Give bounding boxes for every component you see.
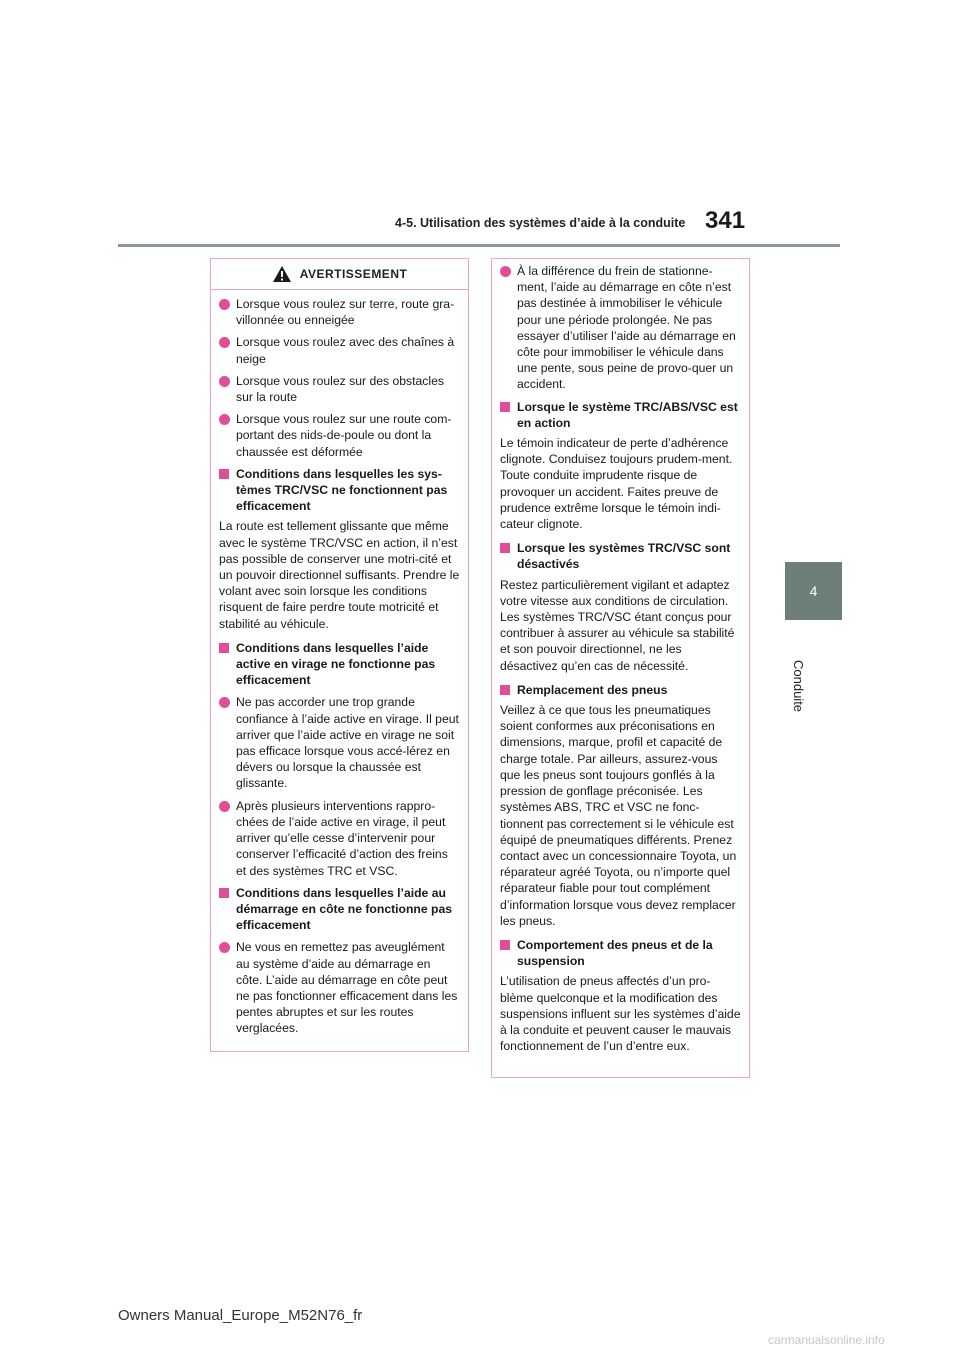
- subheading: [500, 399, 741, 431]
- paragraph: Veillez à ce que tous les pneumatiques soient conformes aux préconisations en dimensions, marque, profil et capacité de charge totale. Par ailleurs, assurez-vous que les pneus sont toujours gonflés à la pression de gonflage préconisée. Les systèmes ABS, TRC et VSC ne fonc-tionnent pas correctement si le véhicule est équipé de pneumatiques différents. Prenez contact avec un concessionnaire Toyota, un réparateur agréé Toyota, ou n’importe quel réparateur fiable pour tout complément d’information lorsque vous devez remplacer les pneus.: [500, 703, 737, 928]
- round-bullet-icon: [219, 337, 230, 348]
- list-item: [219, 411, 460, 460]
- round-bullet-icon: [219, 376, 230, 387]
- list-item: [219, 373, 460, 405]
- section-title: 4-5. Utilisation des systèmes d’aide à la conduite: [395, 216, 686, 230]
- paragraph: Restez particulièrement vigilant et adaptez votre vitesse aux conditions de circulation. Les systèmes TRC/VSC étant conçus pour contribuer à assurer au véhicule sa stabilité et son pouvoir directionnel, ne les désactivez qu’en cas de nécessité.: [500, 577, 735, 673]
- square-bullet-icon: [219, 643, 229, 653]
- header-divider: [118, 244, 840, 247]
- subheading: [500, 937, 741, 969]
- list-item: [219, 939, 460, 1036]
- paragraph: L’utilisation de pneus affectés d’un pro-blème quelconque et la modification des suspensions influent sur les systèmes d’aide à la conduite et peuvent causer le mauvais fonctionnement de l’un d’entre eux.: [500, 974, 741, 1054]
- list-item-text: À la différence du frein de stationne-ment, l’aide au démarrage en côte n’est pas destinée à immobiliser le véhicule pour une période prolongée. Ne pas essayer d’utiliser l’aide au démarrage en côte pour immobiliser le véhicule dans une pente, sous peine de provo-quer un accident.: [517, 264, 736, 392]
- list-item-text: Ne pas accorder une trop grande confiance à l’aide active en virage. Il peut arriver que l’aide active en virage ne soit pas efficace lorsque vous accé-lérez en dévers ou lorsque la chaussée est glissante.: [236, 695, 459, 791]
- list-item: [219, 296, 460, 328]
- subheading-text: Lorsque les systèmes TRC/VSC sont désactivés: [517, 541, 731, 572]
- list-item-text: Ne vous en remettez pas aveuglément au système d’aide au démarrage en côte. L’aide au démarrage en côte peut ne pas fonctionner efficacement dans les pentes abruptes et sur les routes verglacées.: [236, 940, 458, 1036]
- subheading-text: Conditions dans lesquelles les sys-tèmes TRC/VSC ne fonctionnent pas efficacement: [236, 466, 448, 514]
- round-bullet-icon: [219, 697, 230, 708]
- list-item: [219, 798, 460, 879]
- round-bullet-icon: [219, 414, 230, 425]
- round-bullet-icon: [219, 299, 230, 310]
- list-item-text: Après plusieurs interventions rappro-chées de l’aide active en virage, il peut arriver qu’elle cesse d’intervenir pour conserver l’efficacité d’action des freins et des systèmes TRC et VSC.: [236, 798, 448, 878]
- square-bullet-icon: [500, 543, 510, 553]
- list-item: [500, 263, 741, 393]
- list-item: [219, 694, 460, 791]
- paragraph: La route est tellement glissante que même avec le système TRC/VSC en action, il n’est pas possible de conserver une motri-cité et un pouvoir directionnel suffisants. Prendre le volant avec soin lorsque les conditions risquent de faire perdre toute motricité et stabilité au véhicule.: [219, 519, 460, 631]
- list-item-text: Lorsque vous roulez sur terre, route gra-villonnée ou enneigée: [236, 297, 455, 328]
- list-item-text: Lorsque vous roulez avec des chaînes à neige: [236, 335, 455, 366]
- warning-box: [210, 258, 469, 1052]
- square-bullet-icon: [500, 940, 510, 950]
- chapter-label: Conduite: [791, 660, 806, 713]
- info-content: [492, 259, 749, 1054]
- page-number: 341: [705, 207, 746, 234]
- square-bullet-icon: [219, 469, 229, 479]
- warning-title: AVERTISSEMENT: [299, 267, 408, 281]
- round-bullet-icon: [500, 266, 511, 277]
- list-item: [219, 334, 460, 366]
- paragraph: Le témoin indicateur de perte d’adhérence clignote. Conduisez toujours prudem-ment. Toute conduite imprudente risque de provoquer un accident. Faites preuve de prudence extrême lorsque le témoin indi-cateur clignote.: [500, 436, 733, 532]
- subheading: [500, 540, 741, 572]
- subheading: [219, 466, 460, 515]
- square-bullet-icon: [500, 402, 510, 412]
- subheading: [219, 640, 460, 689]
- chapter-tab[interactable]: [785, 562, 842, 620]
- list-item-text: Lorsque vous roulez sur des obstacles sur la route: [236, 373, 444, 405]
- subheading: [500, 682, 741, 698]
- subheading-text: Conditions dans lesquelles l’aide active en virage ne fonctionne pas efficacement: [236, 640, 436, 688]
- round-bullet-icon: [219, 942, 230, 953]
- warning-header: [211, 259, 468, 290]
- warning-content: [211, 290, 468, 1037]
- square-bullet-icon: [219, 888, 229, 898]
- subheading: [219, 885, 460, 934]
- subheading-text: Lorsque le système TRC/ABS/VSC est en action: [517, 399, 738, 430]
- subheading-text: Conditions dans lesquelles l’aide au démarrage en côte ne fonctionne pas efficacement: [236, 885, 453, 933]
- warning-triangle-icon: [272, 265, 292, 283]
- square-bullet-icon: [500, 685, 510, 695]
- subheading-text: Remplacement des pneus: [517, 682, 668, 697]
- list-item-text: Lorsque vous roulez sur une route com-portant des nids-de-poule ou dont la chaussée est déformée: [236, 412, 452, 459]
- info-box: [491, 258, 750, 1078]
- chapter-number: 4: [809, 583, 818, 599]
- round-bullet-icon: [219, 801, 230, 812]
- watermark: carmanualsonline.info: [768, 1333, 885, 1347]
- subheading-text: Comportement des pneus et de la suspension: [517, 937, 713, 969]
- manual-name: Owners Manual_Europe_M52N76_fr: [118, 1307, 363, 1324]
